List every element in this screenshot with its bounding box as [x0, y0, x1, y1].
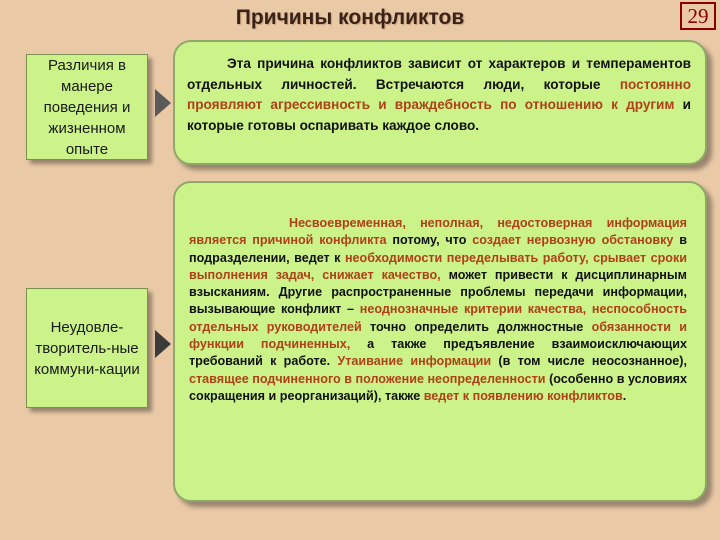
cause-description-behavior	[173, 40, 707, 165]
description-text: может привести к дисциплинарным взысканиям. Другие распространенные проблемы передачи информации, вызывающие конфликт –	[189, 267, 687, 317]
description-text: а также предъявление взаимоисключающих требований к работе.	[189, 337, 687, 369]
description-text: Эта причина конфликтов зависит от характеров и темпераментов отдельных личностей. Встречаются люди, которые	[187, 56, 691, 92]
description-highlight: ставящее подчиненного в положение неопределенности	[189, 371, 546, 386]
page-number: 29	[680, 2, 716, 30]
description-text: (особенно в условиях сокращения и реорганизаций), также	[189, 371, 687, 403]
description-highlight: неоднозначные критерии качества, неспособность отдельных руководителей	[189, 302, 687, 334]
description-highlight: постоянно проявляют агрессивность и враждебность по отношению к другим	[187, 76, 691, 112]
description-text: потому, что	[386, 233, 473, 248]
description-highlight: создает нервозную обстановку	[472, 233, 674, 248]
description-text: и которые готовы оспаривать каждое слово.	[187, 97, 691, 133]
cause-description-communications	[173, 181, 707, 502]
description-highlight: необходимости переделывать работу, срывает сроки выполнения задач, снижает качество,	[189, 250, 687, 282]
description-highlight: Утаивание информации	[337, 354, 492, 369]
cause-label-communications: Неудовле-творитель-ные коммуни-кации	[26, 288, 148, 408]
description-highlight: Несвоевременная, неполная, недостоверная информация является причиной конфликта	[189, 216, 687, 248]
slide-title: Причины конфликтов	[235, 6, 465, 29]
description-text: точно определить должностные	[361, 319, 592, 334]
cause-label-behavior: Различия в манере поведения и жизненном опыте	[26, 54, 148, 160]
description-text: в подразделении, ведет к	[189, 233, 687, 265]
description-text: .	[622, 388, 627, 403]
description-highlight: обязанности и функции подчиненных,	[189, 319, 688, 352]
arrow-right-icon	[155, 89, 171, 117]
description-text: (в том числе неосознанное),	[491, 354, 687, 369]
arrow-right-icon	[155, 330, 171, 358]
description-highlight: ведет к появлению конфликтов	[423, 388, 623, 403]
